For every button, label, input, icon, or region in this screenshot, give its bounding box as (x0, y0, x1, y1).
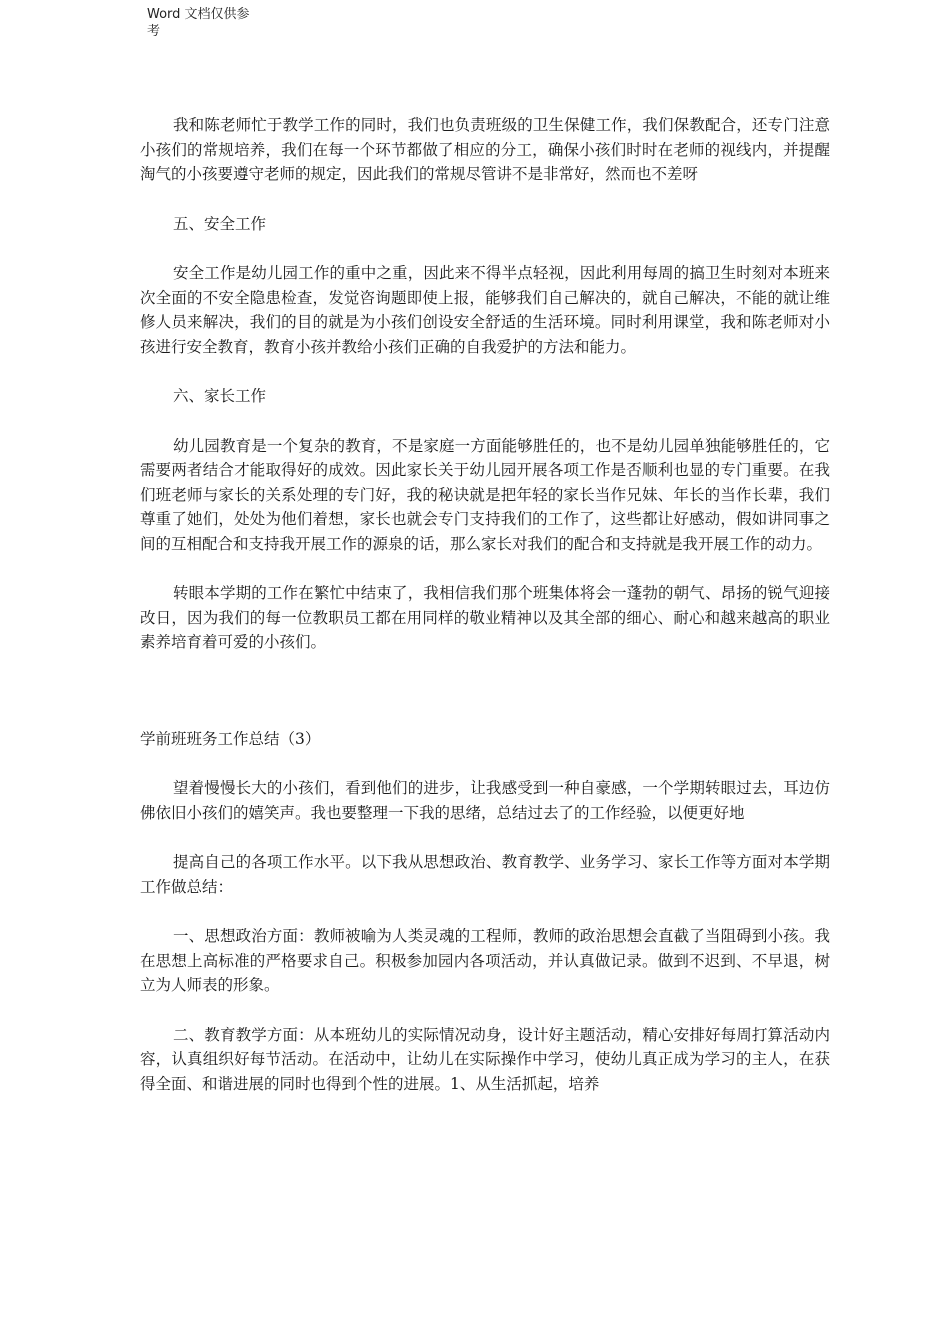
paragraph-hygiene: 我和陈老师忙于教学工作的同时，我们也负责班级的卫生保健工作，我们保教配合，还专门注意小孩们的常规培养，我们在每一个环节都做了相应的分工，确保小孩们时时在老师的视线内，并提醒淘气的小孩要遵守老师的规定，因此我们的常规尽管讲不是非常好，然而也不差呀 (140, 116, 830, 183)
paragraph-overview: 提高自己的各项工作水平。以下我从思想政治、教育教学、业务学习、家长工作等方面对本学期工作做总结： (140, 853, 830, 896)
heading-parents: 六、家长工作 (173, 387, 267, 405)
header-line-2: 考 (147, 24, 161, 39)
paragraph-safety: 安全工作是幼儿园工作的重中之重，因此来不得半点轻视，因此利用每周的搞卫生时刻对本班来次全面的不安全隐患检查，发觉咨询题即使上报，能够我们自己解决的，就自己解决，不能的就让维修人员来解决，我们的目的就是为小孩们创设安全舒适的生活环境。同时利用课堂，我和陈老师对小孩进行安全教育，教育小孩并教给小孩们正确的自我爱护的方法和能力。 (140, 264, 830, 356)
paragraph-intro: 望着慢慢长大的小孩们，看到他们的进步，让我感受到一种自豪感，一个学期转眼过去，耳边仿佛依旧小孩们的嬉笑声。我也要整理一下我的思绪，总结过去了的工作经验，以便更好地 (140, 779, 830, 822)
paragraph-parents: 幼儿园教育是一个复杂的教育，不是家庭一方面能够胜任的，也不是幼儿园单独能够胜任的，它需要两者结合才能取得好的成效。因此家长关于幼儿园开展各项工作是否顺利也显的专门重要。在我们班老师与家长的关系处理的专门好，我的秘诀就是把年轻的家长当作兄妹、年长的当作长辈，我们尊重了她们，处处为他们着想，家长也就会专门支持我们的工作了，这些都让好感动，假如讲同事之间的互相配合和支持我开展工作的源泉的话，那么家长对我们的配合和支持就是我开展工作的动力。 (140, 436, 830, 553)
header-line-1: Word 文档仅供参 (147, 7, 250, 22)
section-title: 学前班班务工作总结（3） (140, 729, 321, 748)
paragraph-teaching: 二、教育教学方面：从本班幼儿的实际情况动身，设计好主题活动，精心安排好每周打算活动内容，认真组织好每节活动。在活动中，让幼儿在实际操作中学习，使幼儿真正成为学习的主人，在获得全面、和谐进展的同时也得到个性的进展。1、从生活抓起，培养 (140, 1025, 830, 1093)
paragraph-politics: 一、思想政治方面：教师被喻为人类灵魂的工程师，教师的政治思想会直截了当阻碍到小孩。我在思想上高标准的严格要求自己。积极参加园内各项活动，并认真做记录。做到不迟到、不早退，树立为人师表的形象。 (140, 927, 830, 994)
heading-safety: 五、安全工作 (173, 214, 267, 233)
document-body (140, 113, 830, 1096)
paragraph-conclusion: 转眼本学期的工作在繁忙中结束了，我相信我们那个班集体将会一蓬勃的朝气、昂扬的锐气迎接改日，因为我们的每一位教职员工都在用同样的敬业精神以及其全部的细心、耐心和越来越高的职业素养培育着可爱的小孩们。 (140, 584, 830, 651)
document-header (147, 6, 267, 40)
